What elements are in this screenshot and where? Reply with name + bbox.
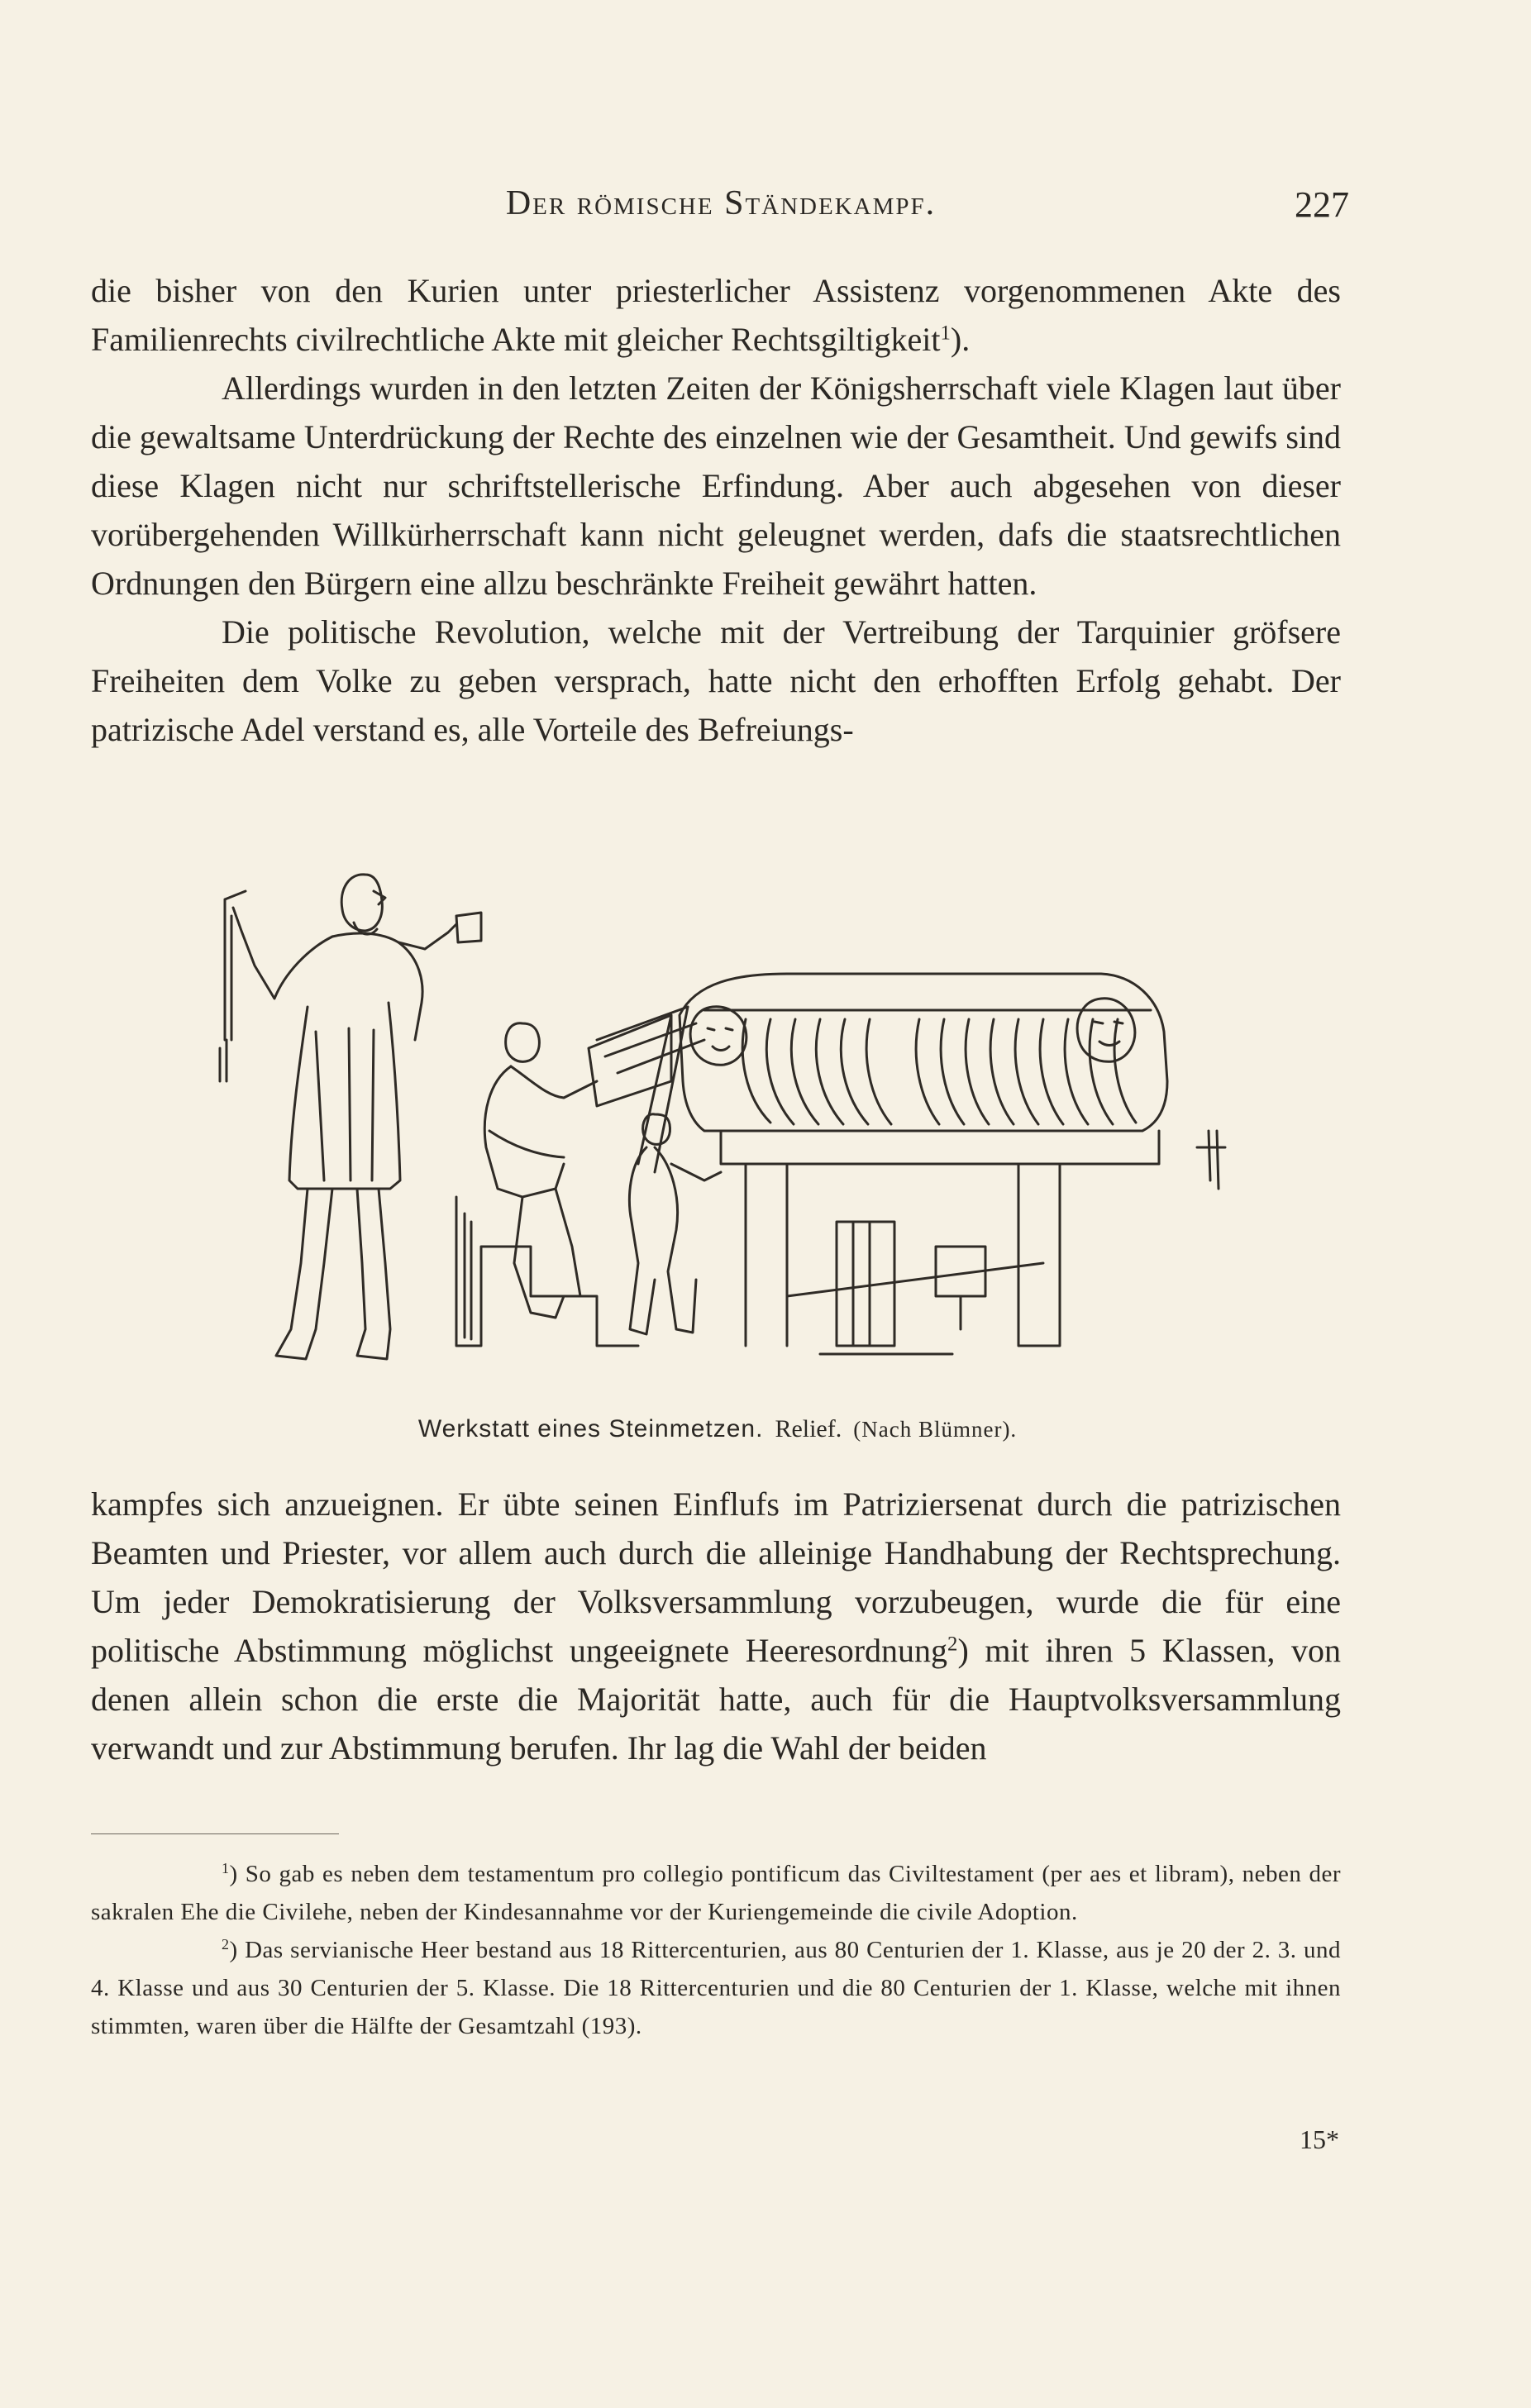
relief-illustration xyxy=(208,833,1230,1369)
footnote-ref-2: 2 xyxy=(947,1633,958,1656)
footnote-1-mark: 1 xyxy=(222,1860,230,1877)
paragraph-continued xyxy=(91,266,1341,364)
paragraph-text-b: ) mit ihren 5 Klassen, von denen allein schon die erste die Majorität hatte, auch für die Hauptvolksversammlung verwandt und zur Abstimmung berufen. Ihr lag die Wahl der beiden xyxy=(91,1632,1341,1767)
sheet-signature: 15* xyxy=(1300,2124,1339,2154)
paragraph-end: ). xyxy=(950,321,971,358)
footnote-rule xyxy=(91,1833,339,1834)
running-header xyxy=(93,184,1349,233)
paragraph-patricians xyxy=(91,1480,1341,1772)
caption-title: Werkstatt eines Steinmetzen. xyxy=(417,1415,764,1442)
caption-source: (Nach Blümner). xyxy=(853,1417,1018,1442)
footnote-2-text: ) Das servianische Heer bestand aus 18 Rittercenturien, aus 80 Centurien der 1. Klasse, aus je 20 der 2. 3. und 4. Klasse und aus 30 Centurien der 5. Klasse. Die 18 Rittercenturien und die 80 Centurien der 1. Klasse, welche mit ihnen stimmten, waren über die Hälfte der Gesamtzahl (193). xyxy=(91,1937,1341,2039)
footnote-2-mark: 2 xyxy=(222,1936,230,1953)
stonemason-workshop-relief xyxy=(208,833,1230,1369)
paragraph-text: die bisher von den Kurien unter priesterlicher Assistenz vorgenommenen Akte des Familienrechts civilrechtliche Akte mit gleicher Rechtsgiltigkeit xyxy=(91,272,1341,358)
body-text-top xyxy=(91,266,1341,754)
page-number: 227 xyxy=(1295,184,1349,225)
running-title: Der römische Ständekampf. xyxy=(505,184,937,222)
footnote-2 xyxy=(91,1931,1341,2045)
body-text-bottom xyxy=(91,1480,1341,1772)
paragraph-revolution: Die politische Revolution, welche mit der Vertreibung der Tarquinier gröfsere Freiheiten dem Volke zu geben versprach, hatte nicht den erhofften Erfolg gehabt. Der patrizische Adel verstand es, alle Vorteile des Befreiungs- xyxy=(91,613,1341,748)
footnote-ref-1: 1 xyxy=(940,322,951,345)
paragraph-text-a: kampfes sich anzueignen. Er übte seinen Einflufs im Patriziersenat durch die patrizischen Beamten und Priester, vor allem auch durch die alleinige Handhabung der Rechtsprechung. Um jeder Demokratisierung der Volksversammlung vorzubeugen, wurde die für eine politische Abstimmung möglichst ungeeignete Heeresordnung xyxy=(91,1485,1341,1669)
caption-relief: Relief. xyxy=(775,1415,842,1442)
footnote-1 xyxy=(91,1855,1341,1931)
figure-caption xyxy=(93,1415,1343,1443)
footnotes xyxy=(91,1855,1341,2045)
paragraph-kingship: Allerdings wurden in den letzten Zeiten der Königsherrschaft viele Klagen laut über die gewaltsame Unterdrückung der Rechte des einzelnen wie der Gesamtheit. Und gewifs sind diese Klagen nicht nur schriftstellerische Erfindung. Aber auch abgesehen von dieser vorübergehenden Willkürherrschaft kann nicht geleugnet werden, dafs die staatsrechtlichen Ordnungen den Bürgern eine allzu beschränkte Freiheit gewährt hatten. xyxy=(91,370,1341,602)
footnote-1-text: ) So gab es neben dem testamentum pro collegio pontificum das Civiltestament (per aes et libram), neben der sakralen Ehe die Civilehe, neben der Kindesannahme vor der Kuriengemeinde die civile Adoption. xyxy=(91,1861,1341,1925)
